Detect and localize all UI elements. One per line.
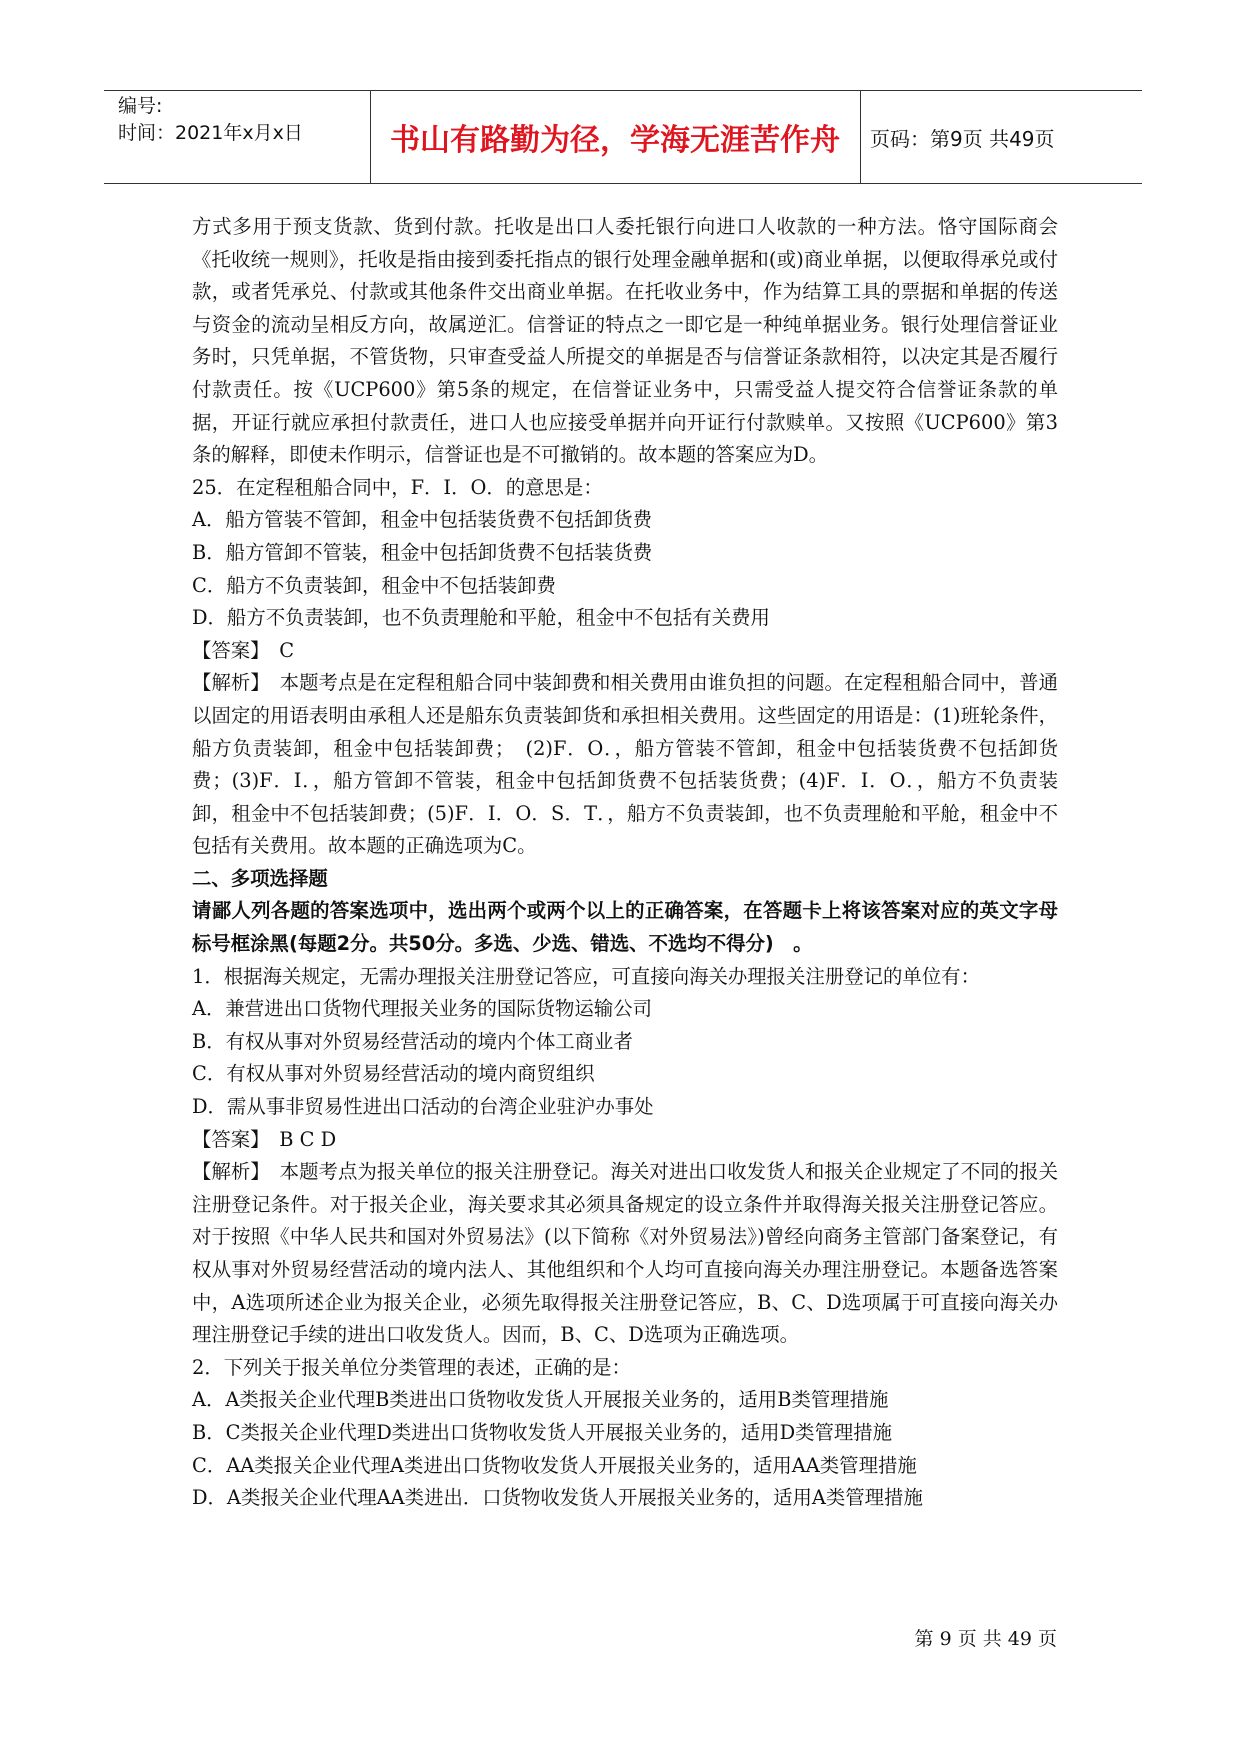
question-25: 25．在定程租船合同中，F．I．O．的意思是：	[192, 475, 603, 499]
header-divider	[860, 91, 861, 183]
question-2: 2．下列关于报关单位分类管理的表述，正确的是：	[192, 1355, 631, 1379]
option-c: C．AA类报关企业代理A类进出口货物收发货人开展报关业务的，适用AA类管理措施	[192, 1453, 917, 1477]
option-a: A．兼营进出口货物代理报关业务的国际货物运输公司	[192, 997, 652, 1021]
page-body	[192, 211, 1058, 1515]
section-instructions: 请鄙人列各题的答案选项中，选出两个或两个以上的正确答案，在答题卡上将该答案对应的英文字母标号框涂黑(每题2分。共50分。多选、少选、错选、不选均不得分) 。	[192, 899, 1058, 956]
option-d: D．A类报关企业代理AA类进出．口货物收发货人开展报关业务的，适用A类管理措施	[192, 1486, 923, 1510]
header-page-number: 页码：第9页 共49页	[870, 126, 1055, 151]
option-d: D．需从事非贸易性进出口活动的台湾企业驻沪办事处	[192, 1095, 654, 1119]
option-c: C．有权从事对外贸易经营活动的境内商贸组织	[192, 1062, 595, 1086]
option-a: A．A类报关企业代理B类进出口货物收发货人开展报关业务的，适用B类管理措施	[192, 1388, 889, 1412]
paragraph-explanation-prev: 方式多用于预支货款、货到付款。托收是出口人委托银行向进口人收款的一种方法。恪守国际商会《托收统一规则》，托收是指由接到委托指点的银行处理金融单据和(或)商业单据，以便取得承兑或付款，或者凭承兑、付款或其他条件交出商业单据。在托收业务中，作为结算工具的票据和单据的传送与资金的流动呈相反方向，故属逆汇。信誉证的特点之一即它是一种纯单据业务。银行处理信誉证业务时，只凭单据，不管货物，只审查受益人所提交的单据是否与信誉证条款相符，以决定其是否履行付款责任。按《UCP600》第5条的规定，在信誉证业务中，只需受益人提交符合信誉证条款的单据，开证行就应承担付款责任，进口人也应接受单据并向开证行付款赎单。又按照《UCP600》第3条的解释，即使未作明示，信誉证也是不可撤销的。故本题的答案应为D。	[192, 215, 1058, 467]
question-1: 1．根据海关规定，无需办理报关注册登记答应，可直接向海关办理报关注册登记的单位有：	[192, 964, 980, 988]
header-motto: 书山有路勤为径，学海无涯苦作舟	[390, 123, 840, 158]
section-heading: 二、多项选择题	[192, 866, 328, 890]
option-b: B．有权从事对外贸易经营活动的境内个体工商业者	[192, 1029, 633, 1053]
document-number-label: 编号:	[118, 95, 163, 117]
page-footer: 第 9 页 共 49 页	[914, 1628, 1057, 1650]
option-d: D．船方不负责装卸，也不负责理舱和平舱，租金中不包括有关费用	[192, 606, 770, 630]
analysis-1: 【解析】 本题考点为报关单位的报关注册登记。海关对进出口收发货人和报关企业规定了不同的报关注册登记条件。对于报关企业，海关要求其必须具备规定的设立条件并取得海关报关注册登记答应。对于按照《中华人民共和国对外贸易法》(以下简称《对外贸易法》)曾经向商务主管部门备案登记，有权从事对外贸易经营活动的境内法人、其他组织和个人均可直接向海关办理注册登记。本题备选答案中，A选项所述企业为报关企业，必须先取得报关注册登记答应，B、C、D选项属于可直接向海关办理注册登记手续的进出口收发货人。因而，B、C、D选项为正确选项。	[192, 1160, 1058, 1347]
option-a: A．船方管装不管卸，租金中包括装货费不包括卸货费	[192, 508, 652, 532]
header-meta	[118, 91, 370, 183]
page-header	[104, 90, 1142, 184]
answer-25: 【答案】 C	[192, 638, 295, 662]
analysis-25: 【解析】 本题考点是在定程租船合同中装卸费和相关费用由谁负担的问题。在定程租船合同中，普通以固定的用语表明由承租人还是船东负责装卸货和承担相关费用。这些固定的用语是：(1)班轮条件，船方负责装卸，租金中包括装卸费； (2)F．O．，船方管装不管卸，租金中包括装货费不包括卸货费；(3)F．I．，船方管卸不管装，租金中包括卸货费不包括装货费；(4)F．I．O．，船方不负责装卸，租金中不包括装卸费；(5)F．I．O．S．T．，船方不负责装卸，也不负责理舱和平舱，租金中不包括有关费用。故本题的正确选项为C。	[192, 671, 1058, 858]
option-b: B．C类报关企业代理D类进出口货物收发货人开展报关业务的，适用D类管理措施	[192, 1420, 893, 1444]
document-date: 时间：2021年x月x日	[118, 122, 303, 144]
option-c: C．船方不负责装卸，租金中不包括装卸费	[192, 573, 556, 597]
option-b: B．船方管卸不管装，租金中包括卸货费不包括装货费	[192, 540, 653, 564]
answer-1: 【答案】 B C D	[192, 1127, 337, 1151]
